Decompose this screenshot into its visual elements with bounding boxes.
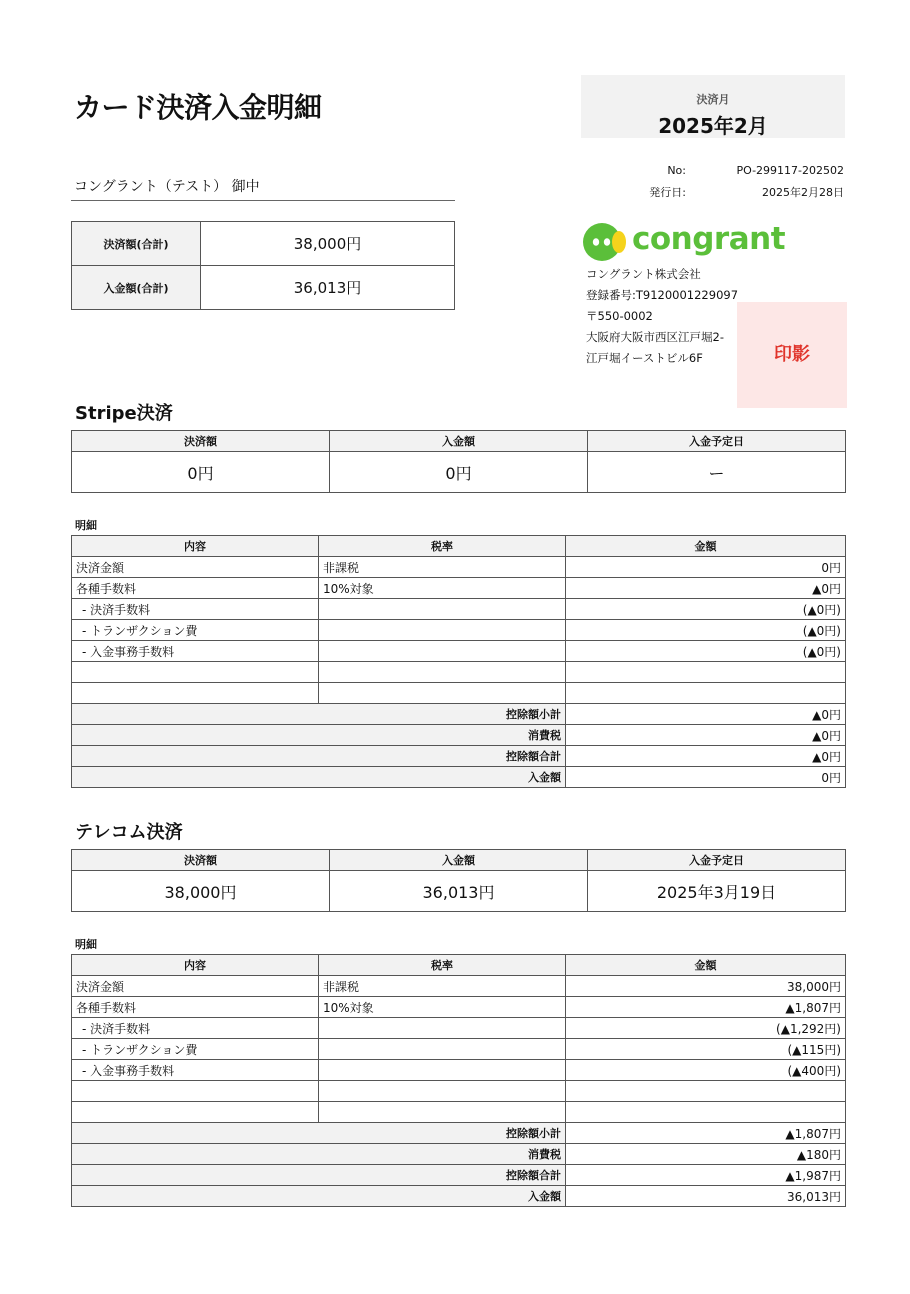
table-row bbox=[72, 976, 846, 997]
detail-rate bbox=[319, 662, 566, 683]
total-label: 控除額小計 bbox=[72, 1123, 566, 1144]
total-label: 入金額 bbox=[72, 1186, 566, 1207]
telecom-detail-label: 明細 bbox=[75, 938, 97, 951]
table-row bbox=[72, 599, 846, 620]
stripe-pay-header-settlement: 決済額 bbox=[72, 431, 330, 452]
recipient-name: コングラント（テスト） 御中 bbox=[74, 179, 260, 195]
company-seal-stamp: 印影 bbox=[737, 302, 847, 408]
total-label: 消費税 bbox=[72, 1144, 566, 1165]
table-row bbox=[72, 997, 846, 1018]
detail-item bbox=[72, 1081, 319, 1102]
total-label: 消費税 bbox=[72, 725, 566, 746]
issuer-company-name: コングラント株式会社 bbox=[586, 267, 701, 281]
telecom-detail-header-rate: 税率 bbox=[319, 955, 566, 976]
detail-amount: ▲1,807円 bbox=[566, 997, 846, 1018]
stripe-payment-table bbox=[71, 430, 846, 493]
detail-rate bbox=[319, 1102, 566, 1123]
telecom-pay-header-deposit: 入金額 bbox=[330, 850, 588, 871]
issuer-address-line-1: 大阪府大阪市西区江戸堀2- bbox=[586, 330, 724, 344]
stripe-detail-header-item: 内容 bbox=[72, 536, 319, 557]
detail-amount bbox=[566, 1102, 846, 1123]
detail-rate bbox=[319, 599, 566, 620]
total-amount: ▲180円 bbox=[566, 1144, 846, 1165]
congrant-logo bbox=[582, 221, 786, 263]
total-row bbox=[72, 1123, 846, 1144]
detail-rate bbox=[319, 641, 566, 662]
total-label: 入金額 bbox=[72, 767, 566, 788]
issuer-registration-number: 登録番号:T9120001229097 bbox=[586, 288, 739, 302]
detail-amount: (▲115円) bbox=[566, 1039, 846, 1060]
settlement-month-label: 決済月 bbox=[696, 93, 730, 106]
telecom-pay-date-value: 2025年3月19日 bbox=[588, 871, 846, 912]
detail-item: - 入金事務手数料 bbox=[72, 641, 319, 662]
detail-amount bbox=[566, 1081, 846, 1102]
settlement-month-value: 2025年2月 bbox=[658, 114, 768, 138]
stripe-detail-header-rate: 税率 bbox=[319, 536, 566, 557]
detail-amount: ▲0円 bbox=[566, 578, 846, 599]
telecom-pay-deposit-value: 36,013円 bbox=[330, 871, 588, 912]
table-row bbox=[72, 1102, 846, 1123]
total-amount: 36,013円 bbox=[566, 1186, 846, 1207]
summary-deposit-value: 36,013円 bbox=[201, 266, 455, 310]
detail-item: - 決済手数料 bbox=[72, 1018, 319, 1039]
detail-amount: 0円 bbox=[566, 557, 846, 578]
total-row bbox=[72, 725, 846, 746]
total-row bbox=[72, 1186, 846, 1207]
telecom-pay-settlement-value: 38,000円 bbox=[72, 871, 330, 912]
detail-rate bbox=[319, 683, 566, 704]
total-label: 控除額合計 bbox=[72, 1165, 566, 1186]
total-amount: ▲0円 bbox=[566, 725, 846, 746]
detail-item: - 入金事務手数料 bbox=[72, 1060, 319, 1081]
telecom-payment-table bbox=[71, 849, 846, 912]
detail-item: 各種手数料 bbox=[72, 578, 319, 599]
settlement-month-box bbox=[581, 75, 845, 138]
detail-item bbox=[72, 1102, 319, 1123]
detail-amount: (▲0円) bbox=[566, 641, 846, 662]
summary-deposit-label: 入金額(合計) bbox=[72, 266, 201, 310]
table-row bbox=[72, 1060, 846, 1081]
telecom-detail-header-item: 内容 bbox=[72, 955, 319, 976]
total-row bbox=[72, 704, 846, 725]
detail-rate: 10%対象 bbox=[319, 997, 566, 1018]
stripe-detail-header-amount: 金額 bbox=[566, 536, 846, 557]
total-amount: ▲1,807円 bbox=[566, 1123, 846, 1144]
document-number-value: PO-299117-202502 bbox=[736, 164, 844, 177]
detail-item: - 決済手数料 bbox=[72, 599, 319, 620]
stripe-pay-header-deposit: 入金額 bbox=[330, 431, 588, 452]
detail-amount: (▲0円) bbox=[566, 620, 846, 641]
total-amount: ▲0円 bbox=[566, 746, 846, 767]
detail-item: - トランザクション費 bbox=[72, 1039, 319, 1060]
total-amount: 0円 bbox=[566, 767, 846, 788]
total-amount: ▲1,987円 bbox=[566, 1165, 846, 1186]
summary-table bbox=[71, 221, 455, 310]
stripe-pay-date-value: ー bbox=[588, 452, 846, 493]
detail-rate bbox=[319, 620, 566, 641]
telecom-pay-header-settlement: 決済額 bbox=[72, 850, 330, 871]
stripe-pay-deposit-value: 0円 bbox=[330, 452, 588, 493]
document-number-label: No: bbox=[667, 164, 686, 177]
table-row bbox=[72, 557, 846, 578]
total-amount: ▲0円 bbox=[566, 704, 846, 725]
detail-item: 各種手数料 bbox=[72, 997, 319, 1018]
section-title-stripe: Stripe決済 bbox=[75, 403, 173, 424]
detail-item: 決済金額 bbox=[72, 976, 319, 997]
recipient-underline bbox=[71, 200, 455, 201]
table-row bbox=[72, 1039, 846, 1060]
detail-rate bbox=[319, 1039, 566, 1060]
stripe-detail-table bbox=[71, 535, 846, 788]
table-row bbox=[72, 1081, 846, 1102]
summary-settlement-value: 38,000円 bbox=[201, 222, 455, 266]
issue-date-value: 2025年2月28日 bbox=[762, 186, 844, 199]
issuer-postal-code: 〒550-0002 bbox=[586, 309, 653, 323]
section-title-telecom: テレコム決済 bbox=[75, 822, 183, 843]
detail-amount: (▲400円) bbox=[566, 1060, 846, 1081]
telecom-detail-header-amount: 金額 bbox=[566, 955, 846, 976]
table-row bbox=[72, 1018, 846, 1039]
summary-row-deposit bbox=[72, 266, 455, 310]
detail-item: - トランザクション費 bbox=[72, 620, 319, 641]
table-row bbox=[72, 683, 846, 704]
table-row bbox=[72, 620, 846, 641]
stripe-pay-settlement-value: 0円 bbox=[72, 452, 330, 493]
stripe-detail-label: 明細 bbox=[75, 519, 97, 532]
stripe-pay-header-date: 入金予定日 bbox=[588, 431, 846, 452]
table-row bbox=[72, 641, 846, 662]
issue-date-label: 発行日: bbox=[649, 186, 686, 199]
total-label: 控除額小計 bbox=[72, 704, 566, 725]
total-row bbox=[72, 746, 846, 767]
issuer-address-line-2: 江戸堀イーストビル6F bbox=[586, 351, 703, 365]
detail-amount bbox=[566, 662, 846, 683]
total-row bbox=[72, 1165, 846, 1186]
detail-rate: 非課税 bbox=[319, 976, 566, 997]
detail-amount: 38,000円 bbox=[566, 976, 846, 997]
detail-item: 決済金額 bbox=[72, 557, 319, 578]
table-row bbox=[72, 662, 846, 683]
detail-rate: 非課税 bbox=[319, 557, 566, 578]
detail-rate bbox=[319, 1018, 566, 1039]
telecom-pay-header-date: 入金予定日 bbox=[588, 850, 846, 871]
detail-rate bbox=[319, 1060, 566, 1081]
telecom-detail-table bbox=[71, 954, 846, 1207]
detail-item bbox=[72, 662, 319, 683]
summary-row-settlement bbox=[72, 222, 455, 266]
detail-item bbox=[72, 683, 319, 704]
document-title: カード決済入金明細 bbox=[74, 91, 322, 124]
summary-settlement-label: 決済額(合計) bbox=[72, 222, 201, 266]
congrant-logo-icon bbox=[582, 221, 630, 263]
detail-rate bbox=[319, 1081, 566, 1102]
total-row bbox=[72, 767, 846, 788]
congrant-logo-text: congrant bbox=[632, 221, 786, 257]
detail-rate: 10%対象 bbox=[319, 578, 566, 599]
table-row bbox=[72, 578, 846, 599]
detail-amount: (▲1,292円) bbox=[566, 1018, 846, 1039]
total-row bbox=[72, 1144, 846, 1165]
detail-amount: (▲0円) bbox=[566, 599, 846, 620]
detail-amount bbox=[566, 683, 846, 704]
total-label: 控除額合計 bbox=[72, 746, 566, 767]
